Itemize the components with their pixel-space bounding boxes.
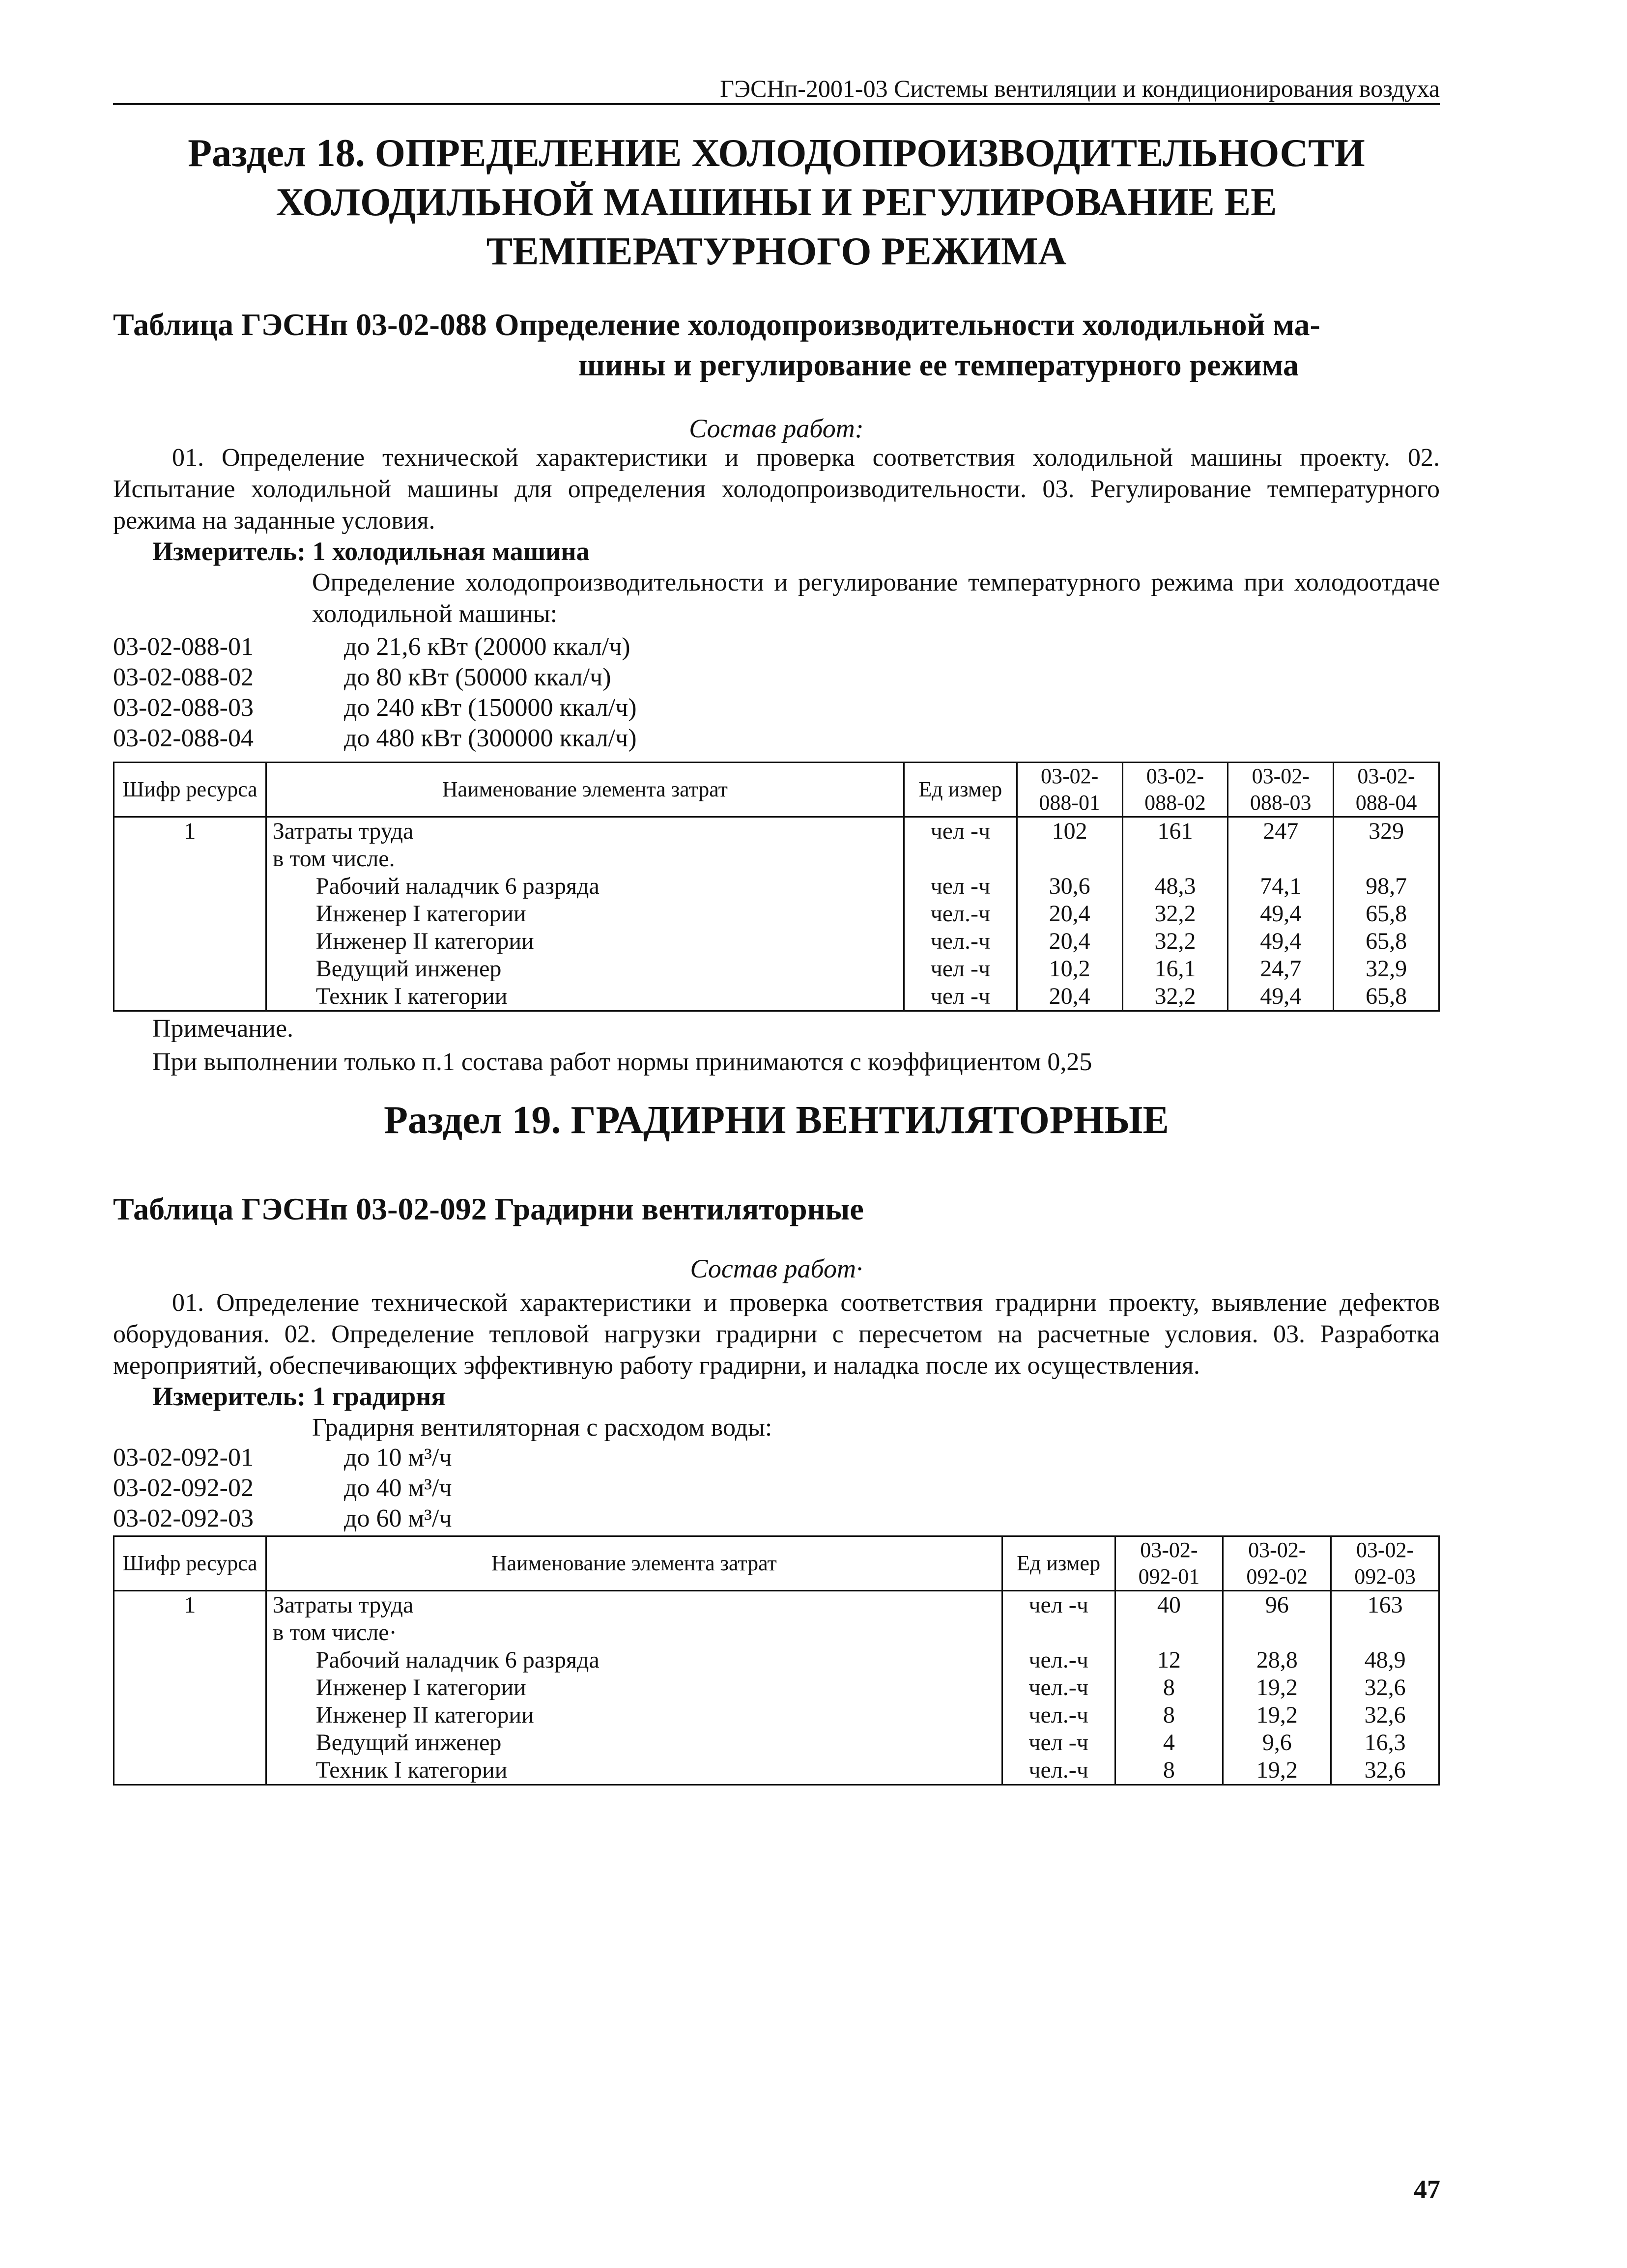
norm-code-row [113, 1503, 452, 1534]
header-resource-code: Шифр ресурса [114, 1536, 266, 1591]
cell-unit: чел.-ч [904, 900, 1017, 928]
cell-cost-element: Инженер II категории [266, 1701, 1002, 1729]
cell-value: 40 [1115, 1591, 1223, 1619]
section-19-title [113, 1096, 1440, 1145]
section-18-title [113, 129, 1440, 276]
cell-value: 65,8 [1334, 928, 1439, 955]
cell-value: 30,6 [1017, 873, 1122, 900]
cell-resource-code [114, 955, 266, 983]
header-norm-code: 03-02-088-04 [1334, 763, 1439, 817]
composition-label: Состав работ· [690, 1254, 863, 1283]
norm-code-list [113, 632, 637, 754]
cell-value: 49,4 [1228, 900, 1334, 928]
cell-resource-code [114, 845, 266, 873]
cell-value: 20,4 [1017, 928, 1122, 955]
header-unit: Ед измер [1002, 1536, 1115, 1591]
table-092-title: Таблица ГЭСНп 03-02-092 Градирни вентиляторные [113, 1191, 864, 1226]
cell-resource-code [114, 1646, 266, 1674]
norm-intro: Определение холодопроизводительности и регулирование температурного режима при холодоотдаче холодильной машины: [312, 568, 1440, 628]
cell-resource-code [114, 983, 266, 1011]
cell-unit: чел -ч [904, 817, 1017, 846]
cell-value: 4 [1115, 1729, 1223, 1757]
composition-label: Состав работ: [689, 414, 864, 443]
norm-code-description: до 240 кВт (150000 ккал/ч) [344, 694, 637, 722]
table-row [114, 1646, 1439, 1674]
running-header: ГЭСНп-2001-03 Системы вентиляции и кондиционирования воздуха [720, 75, 1440, 102]
table-header-row [114, 763, 1439, 817]
cell-value: 32,2 [1122, 928, 1228, 955]
cell-value [1115, 1619, 1223, 1646]
cell-value [1334, 845, 1439, 873]
cell-unit: чел -ч [1002, 1729, 1115, 1757]
header-norm-code: 03-02-092-01 [1115, 1536, 1223, 1591]
cell-value [1223, 1619, 1331, 1646]
cell-unit: чел.-ч [904, 928, 1017, 955]
cell-value: 20,4 [1017, 983, 1122, 1011]
table-row [114, 983, 1439, 1011]
cell-resource-code [114, 1729, 266, 1757]
norm-code-row [113, 723, 637, 754]
cell-value [1017, 845, 1122, 873]
norm-code-row [113, 632, 637, 662]
section-19-title-line: Раздел 19. ГРАДИРНИ ВЕНТИЛЯТОРНЫЕ [384, 1099, 1169, 1142]
table-row [114, 928, 1439, 955]
cell-resource-code [114, 900, 266, 928]
norm-code: 03-02-088-03 [113, 694, 254, 722]
cell-unit: чел.-ч [1002, 1757, 1115, 1785]
cell-cost-element: Рабочий наладчик 6 разряда [266, 1646, 1002, 1674]
cell-cost-element: Ведущий инженер [266, 1729, 1002, 1757]
cell-value: 20,4 [1017, 900, 1122, 928]
cell-unit: чел -ч [904, 955, 1017, 983]
norm-code-list [113, 1443, 452, 1534]
cell-value: 16,3 [1331, 1729, 1439, 1757]
table-row [114, 955, 1439, 983]
cell-cost-element: Инженер I категории [266, 900, 904, 928]
cell-unit: чел.-ч [1002, 1646, 1115, 1674]
cell-resource-code: 1 [114, 1591, 266, 1619]
cell-cost-element: Техник I категории [266, 1757, 1002, 1785]
cell-value: 8 [1115, 1674, 1223, 1701]
meter-unit: Измеритель: 1 холодильная машина [152, 537, 590, 566]
cell-value: 49,4 [1228, 928, 1334, 955]
note-text: При выполнении только п.1 состава работ нормы принимаются с коэффициентом 0,25 [152, 1048, 1092, 1076]
norm-code-description: до 40 м³/ч [344, 1474, 452, 1502]
composition-text [113, 442, 1440, 537]
table-row [114, 1701, 1439, 1729]
cell-value: 24,7 [1228, 955, 1334, 983]
cell-value: 28,8 [1223, 1646, 1331, 1674]
cell-resource-code [114, 928, 266, 955]
cell-value [1228, 845, 1334, 873]
cell-value [1331, 1619, 1439, 1646]
table-088-title-line: шины и регулирование ее температурного режима [578, 347, 1299, 382]
norm-code: 03-02-088-04 [113, 724, 254, 752]
cell-value: 329 [1334, 817, 1439, 846]
norm-code-description: до 480 кВт (300000 ккал/ч) [344, 724, 637, 752]
cell-value: 48,3 [1122, 873, 1228, 900]
composition-paragraph: 01. Определение технической характеристики и проверка соответствия холодильной машины проекту. 02. Испытание холодильной машины для определения холодопроизводительности. 03. Регулирование температурного режима на заданные условия. [113, 444, 1440, 535]
cell-cost-element: Затраты труда [266, 817, 904, 846]
cell-resource-code [114, 873, 266, 900]
cell-cost-element: Инженер II категории [266, 928, 904, 955]
cell-value: 163 [1331, 1591, 1439, 1619]
cell-cost-element: в том числе· [266, 1619, 1002, 1646]
norm-intro: Градирня вентиляторная с расходом воды: [312, 1414, 772, 1442]
meter-unit: Измеритель: 1 градирня [152, 1382, 446, 1411]
header-unit: Ед измер [904, 763, 1017, 817]
cell-value: 74,1 [1228, 873, 1334, 900]
cell-unit: чел.-ч [1002, 1701, 1115, 1729]
norm-code: 03-02-092-01 [113, 1444, 254, 1472]
cell-unit: чел -ч [904, 983, 1017, 1011]
norm-code-row [113, 1443, 452, 1473]
header-cost-element: Наименование элемента затрат [266, 1536, 1002, 1591]
cell-value: 8 [1115, 1757, 1223, 1785]
table-row [114, 1674, 1439, 1701]
cell-cost-element: Техник I категории [266, 983, 904, 1011]
norm-code: 03-02-088-01 [113, 633, 254, 661]
cell-value: 16,1 [1122, 955, 1228, 983]
cell-value: 32,6 [1331, 1674, 1439, 1701]
norm-code-row [113, 662, 637, 693]
cell-value: 98,7 [1334, 873, 1439, 900]
norm-table-092 [113, 1535, 1440, 1786]
table-row [114, 900, 1439, 928]
norm-code-description: до 60 м³/ч [344, 1504, 452, 1532]
table-row [114, 845, 1439, 873]
norm-code: 03-02-092-02 [113, 1474, 254, 1502]
cell-value: 161 [1122, 817, 1228, 846]
norm-code-description: до 21,6 кВт (20000 ккал/ч) [344, 633, 630, 661]
header-norm-code: 03-02-092-02 [1223, 1536, 1331, 1591]
cell-cost-element: Рабочий наладчик 6 разряда [266, 873, 904, 900]
cell-value: 65,8 [1334, 983, 1439, 1011]
cell-resource-code [114, 1701, 266, 1729]
header-resource-code: Шифр ресурса [114, 763, 266, 817]
cell-unit: чел -ч [1002, 1591, 1115, 1619]
cell-resource-code: 1 [114, 817, 266, 846]
cell-resource-code [114, 1674, 266, 1701]
cell-cost-element: Затраты труда [266, 1591, 1002, 1619]
norm-code-description: до 10 м³/ч [344, 1444, 452, 1472]
cell-value: 32,9 [1334, 955, 1439, 983]
composition-paragraph: 01. Определение технической характеристики и проверка соответствия градирни проекту, выявление дефектов оборудования. 02. Определение тепловой нагрузки градирни с пересчетом на расчетные условия. 03. Разработка мероприятий, обеспечивающих эффективную работу градирни, и наладка после их осуществления. [113, 1289, 1440, 1380]
cell-value: 19,2 [1223, 1757, 1331, 1785]
cell-value: 102 [1017, 817, 1122, 846]
table-header-row [114, 1536, 1439, 1591]
norm-code: 03-02-088-02 [113, 663, 254, 691]
table-088-title [113, 305, 1440, 385]
cell-value [1122, 845, 1228, 873]
section-18-title-line: Раздел 18. ОПРЕДЕЛЕНИЕ ХОЛОДОПРОИЗВОДИТЕЛЬНОСТИ [188, 132, 1365, 175]
cell-value: 247 [1228, 817, 1334, 846]
section-18-title-line: ХОЛОДИЛЬНОЙ МАШИНЫ И РЕГУЛИРОВАНИЕ ЕЕ [276, 181, 1277, 224]
cell-value: 32,6 [1331, 1757, 1439, 1785]
cell-value: 10,2 [1017, 955, 1122, 983]
table-row [114, 1591, 1439, 1619]
norm-code-row [113, 693, 637, 723]
table-row [114, 817, 1439, 846]
table-row [114, 873, 1439, 900]
cell-cost-element: Инженер I категории [266, 1674, 1002, 1701]
page-number: 47 [1414, 2175, 1440, 2204]
cell-value: 32,2 [1122, 983, 1228, 1011]
cell-value: 19,2 [1223, 1701, 1331, 1729]
table-row [114, 1619, 1439, 1646]
cell-value: 19,2 [1223, 1674, 1331, 1701]
cell-value: 32,6 [1331, 1701, 1439, 1729]
cell-value: 96 [1223, 1591, 1331, 1619]
cell-value: 48,9 [1331, 1646, 1439, 1674]
table-row [114, 1757, 1439, 1785]
cell-value: 65,8 [1334, 900, 1439, 928]
cell-unit [1002, 1619, 1115, 1646]
composition-text [113, 1287, 1440, 1382]
cell-value: 32,2 [1122, 900, 1228, 928]
cell-resource-code [114, 1757, 266, 1785]
cell-unit: чел.-ч [1002, 1674, 1115, 1701]
cell-resource-code [114, 1619, 266, 1646]
section-18-title-line: ТЕМПЕРАТУРНОГО РЕЖИМА [486, 230, 1067, 273]
cell-unit [904, 845, 1017, 873]
norm-code-description: до 80 кВт (50000 ккал/ч) [344, 663, 611, 691]
table-row [114, 1729, 1439, 1757]
cell-unit: чел -ч [904, 873, 1017, 900]
table-088-title-line: Таблица ГЭСНп 03-02-088 Определение холодопроизводительности холодильной ма- [113, 307, 1320, 342]
cell-value: 8 [1115, 1701, 1223, 1729]
cell-value: 9,6 [1223, 1729, 1331, 1757]
norm-code: 03-02-092-03 [113, 1504, 254, 1532]
header-norm-code: 03-02-088-01 [1017, 763, 1122, 817]
note-label: Примечание. [152, 1015, 294, 1043]
norm-table-088 [113, 762, 1440, 1012]
cell-value: 12 [1115, 1646, 1223, 1674]
header-rule [113, 103, 1440, 105]
header-cost-element: Наименование элемента затрат [266, 763, 904, 817]
header-norm-code: 03-02-088-03 [1228, 763, 1334, 817]
cell-cost-element: в том числе. [266, 845, 904, 873]
cell-cost-element: Ведущий инженер [266, 955, 904, 983]
cell-value: 49,4 [1228, 983, 1334, 1011]
header-norm-code: 03-02-088-02 [1122, 763, 1228, 817]
norm-code-row [113, 1473, 452, 1503]
header-norm-code: 03-02-092-03 [1331, 1536, 1439, 1591]
